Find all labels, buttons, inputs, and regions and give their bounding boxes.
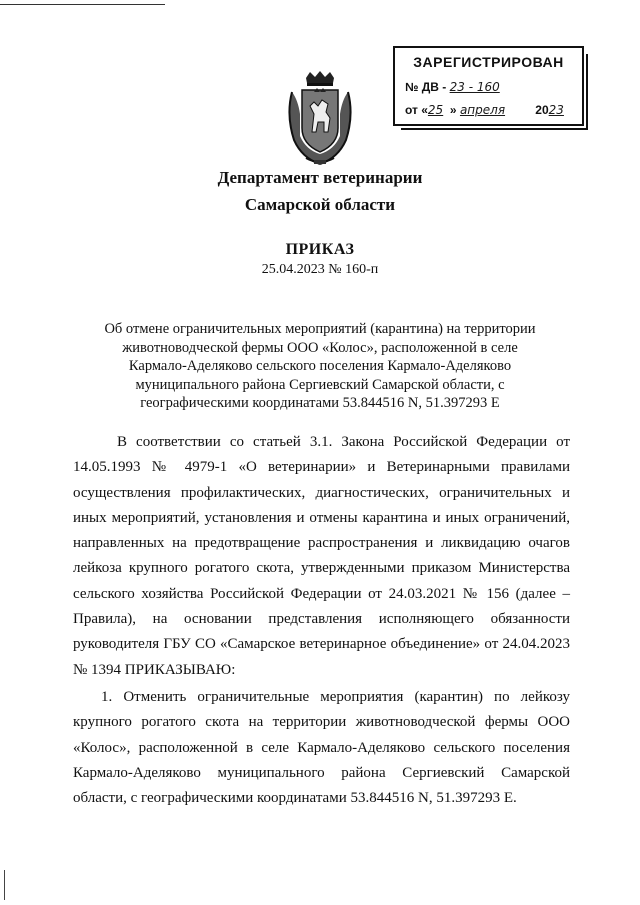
coat-of-arms-icon [284,70,356,168]
preamble-paragraph: В соответствии со статьей 3.1. Закона Российской Федерации от 14.05.1993 № 4979-1 «О ветеринарии» и Ветеринарными правилами осуществления профилактических, диагностических, ограничительных и иных мероприятий, установления и отмены карантина и иных ограничений, направленных на предотвращение распространения и ликвидацию очагов лейкоза крупного рогатого скота, утвержденными приказом Министерства сельского хозяйства Российской Федерации от 24.03.2021 № 156 (далее – Правила), на основании представления исполняющего обязанности руководителя ГБУ СО «Самарское ветеринарное объединение» от 24.04.2023 № 1394 ПРИКАЗЫВАЮ: [73,434,570,678]
order-body [73,430,570,811]
stamp-title: ЗАРЕГИСТРИРОВАН [413,54,564,70]
stamp-date-year-prefix: 20 [535,103,549,117]
order-subject: Об отмене ограничительных мероприятий (карантина) на территории животноводческой фермы ООО «Колос», расположенной в селе Кармало-Аделяково сельского поселения Кармало-Аделяково муниципального района Сергиевский Самарской области, с географическими координатами 53.844516 N, 51.397293 E [104,321,536,412]
scan-edge-line [0,4,165,5]
order-title: ПРИКАЗ [285,241,355,258]
order-item-1: 1. Отменить ограничительные мероприятия (карантин) по лейкозу крупного рогатого скота на территории животноводческой фермы ООО «Колос», расположенной в селе Кармало-Аделяково сельского поселения Кармало-Аделяково муниципального района Сергиевский Самарской области, с географическими координатами 53.844516 N, 51.397293 E. [73,688,570,807]
department-name-line-1: Департамент ветеринарии [217,168,423,187]
stamp-date-row [405,103,564,117]
stamp-number-label: № ДВ - [405,80,447,94]
stamp-date-quote: » [449,103,457,117]
stamp-date-day: 25 [427,103,444,117]
department-name-line-2: Самарской области [244,195,396,214]
stamp-number-row [405,80,520,94]
order-date-number: 25.04.2023 № 160-п [261,262,379,277]
stamp-date-prefix: от « [405,103,428,117]
stamp-number-value: 23 - 160 [449,80,500,94]
stamp-date-year-suffix: 23 [548,103,564,117]
registration-stamp [393,46,584,126]
stamp-date-month: апреля [459,103,506,117]
scan-edge-line [4,870,5,900]
